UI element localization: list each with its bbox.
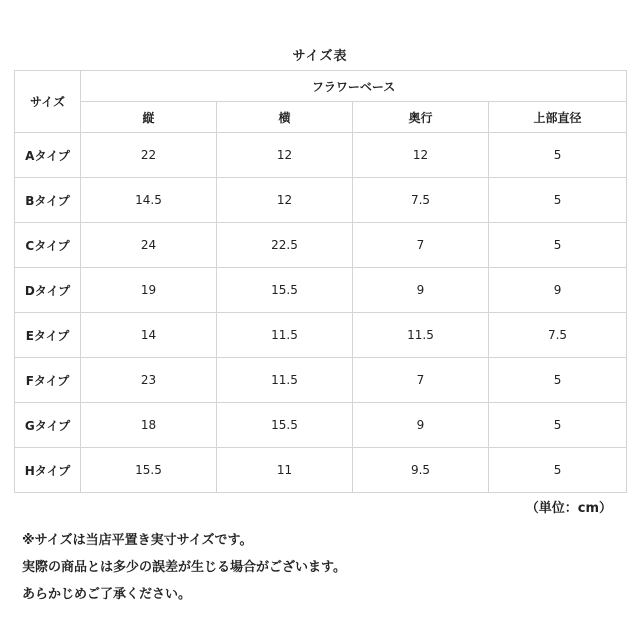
table-cell: 22.5: [217, 223, 353, 268]
table-row: [15, 178, 627, 223]
notes: [22, 527, 346, 608]
table-cell: 18: [81, 403, 217, 448]
table-cell: 12: [353, 133, 489, 178]
table-cell: 9: [489, 268, 627, 313]
table-cell: 11.5: [217, 313, 353, 358]
note-line: 実際の商品とは多少の誤差が生じる場合がございます。: [22, 560, 346, 575]
table-cell: 7.5: [489, 313, 627, 358]
table-cell: 11.5: [217, 358, 353, 403]
page-title: サイズ表: [292, 49, 348, 64]
table-cell: 5: [489, 403, 627, 448]
table-cell: 14: [81, 313, 217, 358]
table-cell: 15.5: [217, 268, 353, 313]
table-cell: 7: [353, 358, 489, 403]
flower-base-group-header: フラワーベース: [81, 71, 627, 102]
row-label: Eタイプ: [15, 313, 81, 358]
table-row: [15, 448, 627, 493]
table-cell: 15.5: [217, 403, 353, 448]
size-column-header: サイズ: [15, 71, 81, 133]
table-cell: 24: [81, 223, 217, 268]
table-row: [15, 313, 627, 358]
table-cell: 11.5: [353, 313, 489, 358]
note-line: あらかじめご了承ください。: [22, 587, 192, 602]
table-row: [15, 133, 627, 178]
row-label: Dタイプ: [15, 268, 81, 313]
table-cell: 5: [489, 178, 627, 223]
table-cell: 7: [353, 223, 489, 268]
column-header-height: 縦: [81, 102, 217, 133]
table-cell: 11: [217, 448, 353, 493]
table-cell: 9: [353, 403, 489, 448]
row-label: Aタイプ: [15, 133, 81, 178]
table-row: [15, 223, 627, 268]
row-label: Bタイプ: [15, 178, 81, 223]
column-header-top-diameter: 上部直径: [489, 102, 627, 133]
row-label: Fタイプ: [15, 358, 81, 403]
row-label: Hタイプ: [15, 448, 81, 493]
table-cell: 23: [81, 358, 217, 403]
table-cell: 15.5: [81, 448, 217, 493]
table-cell: 5: [489, 223, 627, 268]
table-cell: 12: [217, 178, 353, 223]
table-cell: 12: [217, 133, 353, 178]
unit-label: （単位：cm）: [525, 501, 612, 516]
table-cell: 5: [489, 448, 627, 493]
table-cell: 9.5: [353, 448, 489, 493]
table-row: [15, 268, 627, 313]
size-table: [14, 70, 627, 493]
column-header-depth: 奥行: [353, 102, 489, 133]
table-cell: 5: [489, 133, 627, 178]
table-row: [15, 358, 627, 403]
table-cell: 14.5: [81, 178, 217, 223]
row-label: Gタイプ: [15, 403, 81, 448]
table-cell: 7.5: [353, 178, 489, 223]
note-line: ※サイズは当店平置き実寸サイズです。: [22, 533, 253, 548]
row-label: Cタイプ: [15, 223, 81, 268]
table-cell: 5: [489, 358, 627, 403]
table-cell: 22: [81, 133, 217, 178]
table-row: [15, 403, 627, 448]
column-header-width: 横: [217, 102, 353, 133]
table-cell: 19: [81, 268, 217, 313]
table-cell: 9: [353, 268, 489, 313]
